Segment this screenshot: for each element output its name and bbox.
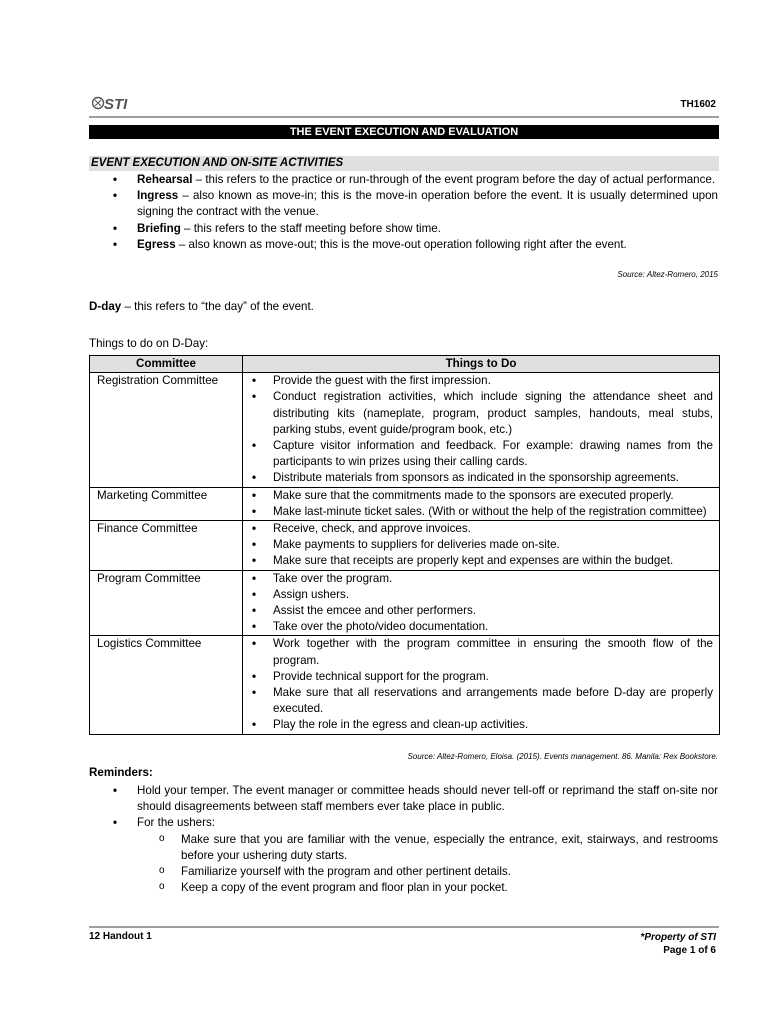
logo-text: STI — [104, 96, 128, 113]
sub-list-item: o Keep a copy of the event program and floor plan in your pocket. — [159, 880, 718, 896]
definition: – this refers to “the day” of the event. — [121, 300, 314, 313]
task-item: • Play the role in the egress and clean-up activities. — [249, 717, 713, 733]
reminder-text: Hold your temper. The event manager or committee heads should never tell-off or reprimand the staff on-site nor should disagreements between staff members ever take place in public. — [137, 784, 718, 814]
list-item — [113, 188, 718, 220]
task-item: • Assign ushers. — [249, 587, 713, 603]
tasks-cell — [243, 636, 720, 734]
task-item: • Take over the program. — [249, 571, 713, 587]
dday-definition — [89, 299, 314, 315]
committee-table — [89, 355, 720, 735]
section-heading: EVENT EXECUTION AND ON-SITE ACTIVITIES — [89, 156, 719, 171]
list-item — [113, 221, 718, 237]
page-number: Page 1 of 6 — [663, 945, 716, 956]
term: D-day — [89, 300, 122, 313]
definition: – this refers to the practice or run-through of the event program before the day of actual performance. — [192, 173, 716, 186]
column-header: Committee — [90, 356, 243, 373]
task-item: • Make sure that all reservations and arrangements made before D-day are properly executed. — [249, 685, 713, 717]
task-item: • Make last-minute ticket sales. (With or without the help of the registration committee) — [249, 504, 713, 520]
header-divider — [89, 116, 719, 118]
handout-label: 12 Handout 1 — [89, 931, 152, 942]
term: Rehearsal — [137, 173, 193, 186]
things-to-do-label: Things to do on D-Day: — [89, 337, 209, 350]
definition: – this refers to the staff meeting before show time. — [180, 221, 441, 235]
sti-logo — [92, 93, 132, 113]
source-citation: Source: Altez-Romero, 2015 — [617, 270, 718, 279]
ushers-list — [159, 832, 718, 897]
task-item: • Take over the photo/video documentation. — [249, 619, 713, 635]
footer-divider — [89, 926, 719, 928]
term: Ingress — [137, 189, 179, 203]
tasks-cell — [243, 521, 720, 571]
task-item: • Distribute materials from sponsors as indicated in the sponsorship agreements. — [249, 470, 713, 486]
reminders-title: Reminders: — [89, 766, 153, 779]
tasks-cell — [243, 373, 720, 487]
document-code: TH1602 — [680, 99, 716, 110]
committee-cell: Finance Committee — [90, 521, 243, 571]
term: Egress — [137, 237, 176, 251]
task-item: • Make sure that receipts are properly kept and expenses are within the budget. — [249, 553, 713, 569]
term: Briefing — [137, 221, 181, 235]
committee-cell: Marketing Committee — [90, 487, 243, 520]
reminders-list — [113, 783, 718, 896]
list-item — [113, 783, 718, 815]
table-row — [90, 373, 720, 487]
list-item — [113, 815, 718, 896]
reminder-text: For the ushers: — [137, 816, 215, 830]
activities-list — [113, 172, 718, 253]
list-item — [113, 172, 718, 188]
tasks-cell — [243, 487, 720, 520]
table-row — [90, 570, 720, 636]
property-notice: *Property of STI — [640, 932, 716, 943]
committee-cell: Logistics Committee — [90, 636, 243, 734]
document-title: THE EVENT EXECUTION AND EVALUATION — [89, 125, 719, 139]
task-item: • Provide technical support for the program. — [249, 669, 713, 685]
definition: – also known as move-out; this is the move-out operation following right after the event. — [175, 237, 627, 251]
column-header: Things to Do — [243, 356, 720, 373]
task-item: • Receive, check, and approve invoices. — [249, 521, 713, 537]
table-row — [90, 487, 720, 520]
task-item: • Provide the guest with the first impression. — [249, 373, 713, 389]
committee-cell: Program Committee — [90, 570, 243, 636]
sub-list-item: o Familiarize yourself with the program and other pertinent details. — [159, 864, 718, 880]
task-item: • Work together with the program committee in ensuring the smooth flow of the program. — [249, 636, 713, 668]
table-row — [90, 521, 720, 571]
footer-right — [640, 931, 716, 957]
task-item: • Make sure that the commitments made to the sponsors are executed properly. — [249, 488, 713, 504]
task-item: • Make payments to suppliers for deliveries made on-site. — [249, 537, 713, 553]
task-item: • Capture visitor information and feedback. For example: drawing names from the participants to win prizes using their calling cards. — [249, 438, 713, 470]
list-item — [113, 237, 718, 253]
definition: – also known as move-in; this is the move-in operation before the event. It is usually determined upon signing the contract with the venue. — [137, 189, 718, 219]
task-item: • Conduct registration activities, which include signing the attendance sheet and distributing kits (nameplate, program, product samples, handouts, meal stubs, parking stubs, event guide/program book, etc.) — [249, 389, 713, 438]
committee-cell: Registration Committee — [90, 373, 243, 487]
table-source-citation: Source: Altez-Romero, Eloisa. (2015). Events management. 86. Manila: Rex Bookstore. — [407, 752, 718, 761]
task-item: • Assist the emcee and other performers. — [249, 603, 713, 619]
table-row — [90, 636, 720, 734]
tasks-cell — [243, 570, 720, 636]
sub-list-item: o Make sure that you are familiar with the venue, especially the entrance, exit, stairways, and restrooms before your ushering duty starts. — [159, 832, 718, 864]
table-header-row — [90, 356, 720, 373]
